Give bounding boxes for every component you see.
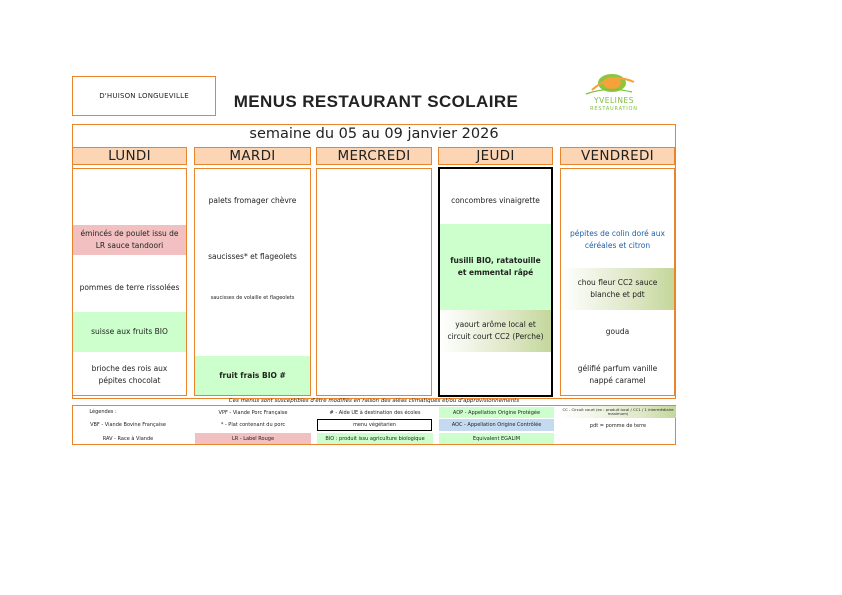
menu-item-alt: saucisses de volaille et flageolets xyxy=(210,295,295,301)
legend-vbf: VBF - Viande Bovine Française xyxy=(90,422,166,428)
menu-item: gélifié parfum vanille nappé caramel xyxy=(577,364,658,385)
legend-box xyxy=(72,405,676,445)
legend-title: Légendes : xyxy=(89,409,117,415)
logo-text-yvelines: YVELINES xyxy=(594,96,634,105)
yvelines-restauration-logo xyxy=(578,70,648,116)
menu-item: concombres vinaigrette xyxy=(451,196,540,205)
legend-aide-ue: # - Aide UE à destination des écoles xyxy=(329,409,421,416)
legend-porc: * - Plat contenant du porc xyxy=(220,422,286,428)
school-name-box xyxy=(72,76,216,116)
legend-egalim: Equivalent EGALIM xyxy=(439,433,554,444)
day-header-lundi: LUNDI xyxy=(72,147,187,165)
menu-item: pommes de terre rissolées xyxy=(79,283,180,292)
menu-item: brioche des rois aux pépites chocolat xyxy=(91,364,168,385)
menu-item: fruit frais BIO # xyxy=(195,356,310,395)
disclaimer-text: Ces menus sont susceptibles d'être modifiés en raison des aléas climatiques et/ou d'approvisionnements xyxy=(228,398,520,404)
legend-pdt: pdt = pomme de terre xyxy=(589,423,647,429)
legend-bio: BIO : produit issu agriculture biologique xyxy=(317,433,433,444)
legend-label-rouge: LR - Label Rouge xyxy=(195,433,311,444)
menu-item: chou fleur CC2 sauce blanche et pdt xyxy=(561,268,674,310)
menu-item: émincés de poulet issu de LR sauce tandoori xyxy=(73,225,186,255)
menu-item: suisse aux fruits BIO xyxy=(73,312,186,352)
legend-aop: AOP - Appellation Origine Protégée xyxy=(439,407,554,418)
menu-item: fusilli BIO, ratatouille et emmental râpé xyxy=(440,224,551,310)
legend-vpf: VPF - Viande Porc Française xyxy=(218,409,288,416)
column-mercredi xyxy=(316,168,432,396)
menu-item: yaourt arôme local et circuit court CC2 (Perche) xyxy=(440,310,551,352)
menu-item: gouda xyxy=(605,327,630,336)
day-header-mercredi: MERCREDI xyxy=(316,147,432,165)
menu-item: pépites de colin doré aux céréales et citron xyxy=(570,229,665,250)
day-header-mardi: MARDI xyxy=(194,147,311,165)
week-title: semaine du 05 au 09 janvier 2026 xyxy=(249,126,499,142)
day-header-jeudi: JEUDI xyxy=(438,147,553,165)
legend-aoc: AOC - Appellation Origine Contrôlée xyxy=(439,419,554,431)
legend-vegetarian: menu végétarien xyxy=(317,419,432,431)
menu-item: palets fromager chèvre xyxy=(208,196,297,205)
school-name: D'HUISON LONGUEVILLE xyxy=(99,92,189,100)
day-header-vendredi: VENDREDI xyxy=(560,147,675,165)
menu-item: saucisses* et flageolets xyxy=(208,252,297,261)
logo-text-restauration: RESTAURATION xyxy=(590,106,638,112)
page-title: MENUS RESTAURANT SCOLAIRE xyxy=(233,92,519,111)
legend-circuit-court: CC - Circuit court (ex : produit local / CC1 / 1 intermédiaire maximum) xyxy=(560,406,676,418)
legend-rav: RAV - Race à Viande xyxy=(102,435,154,442)
